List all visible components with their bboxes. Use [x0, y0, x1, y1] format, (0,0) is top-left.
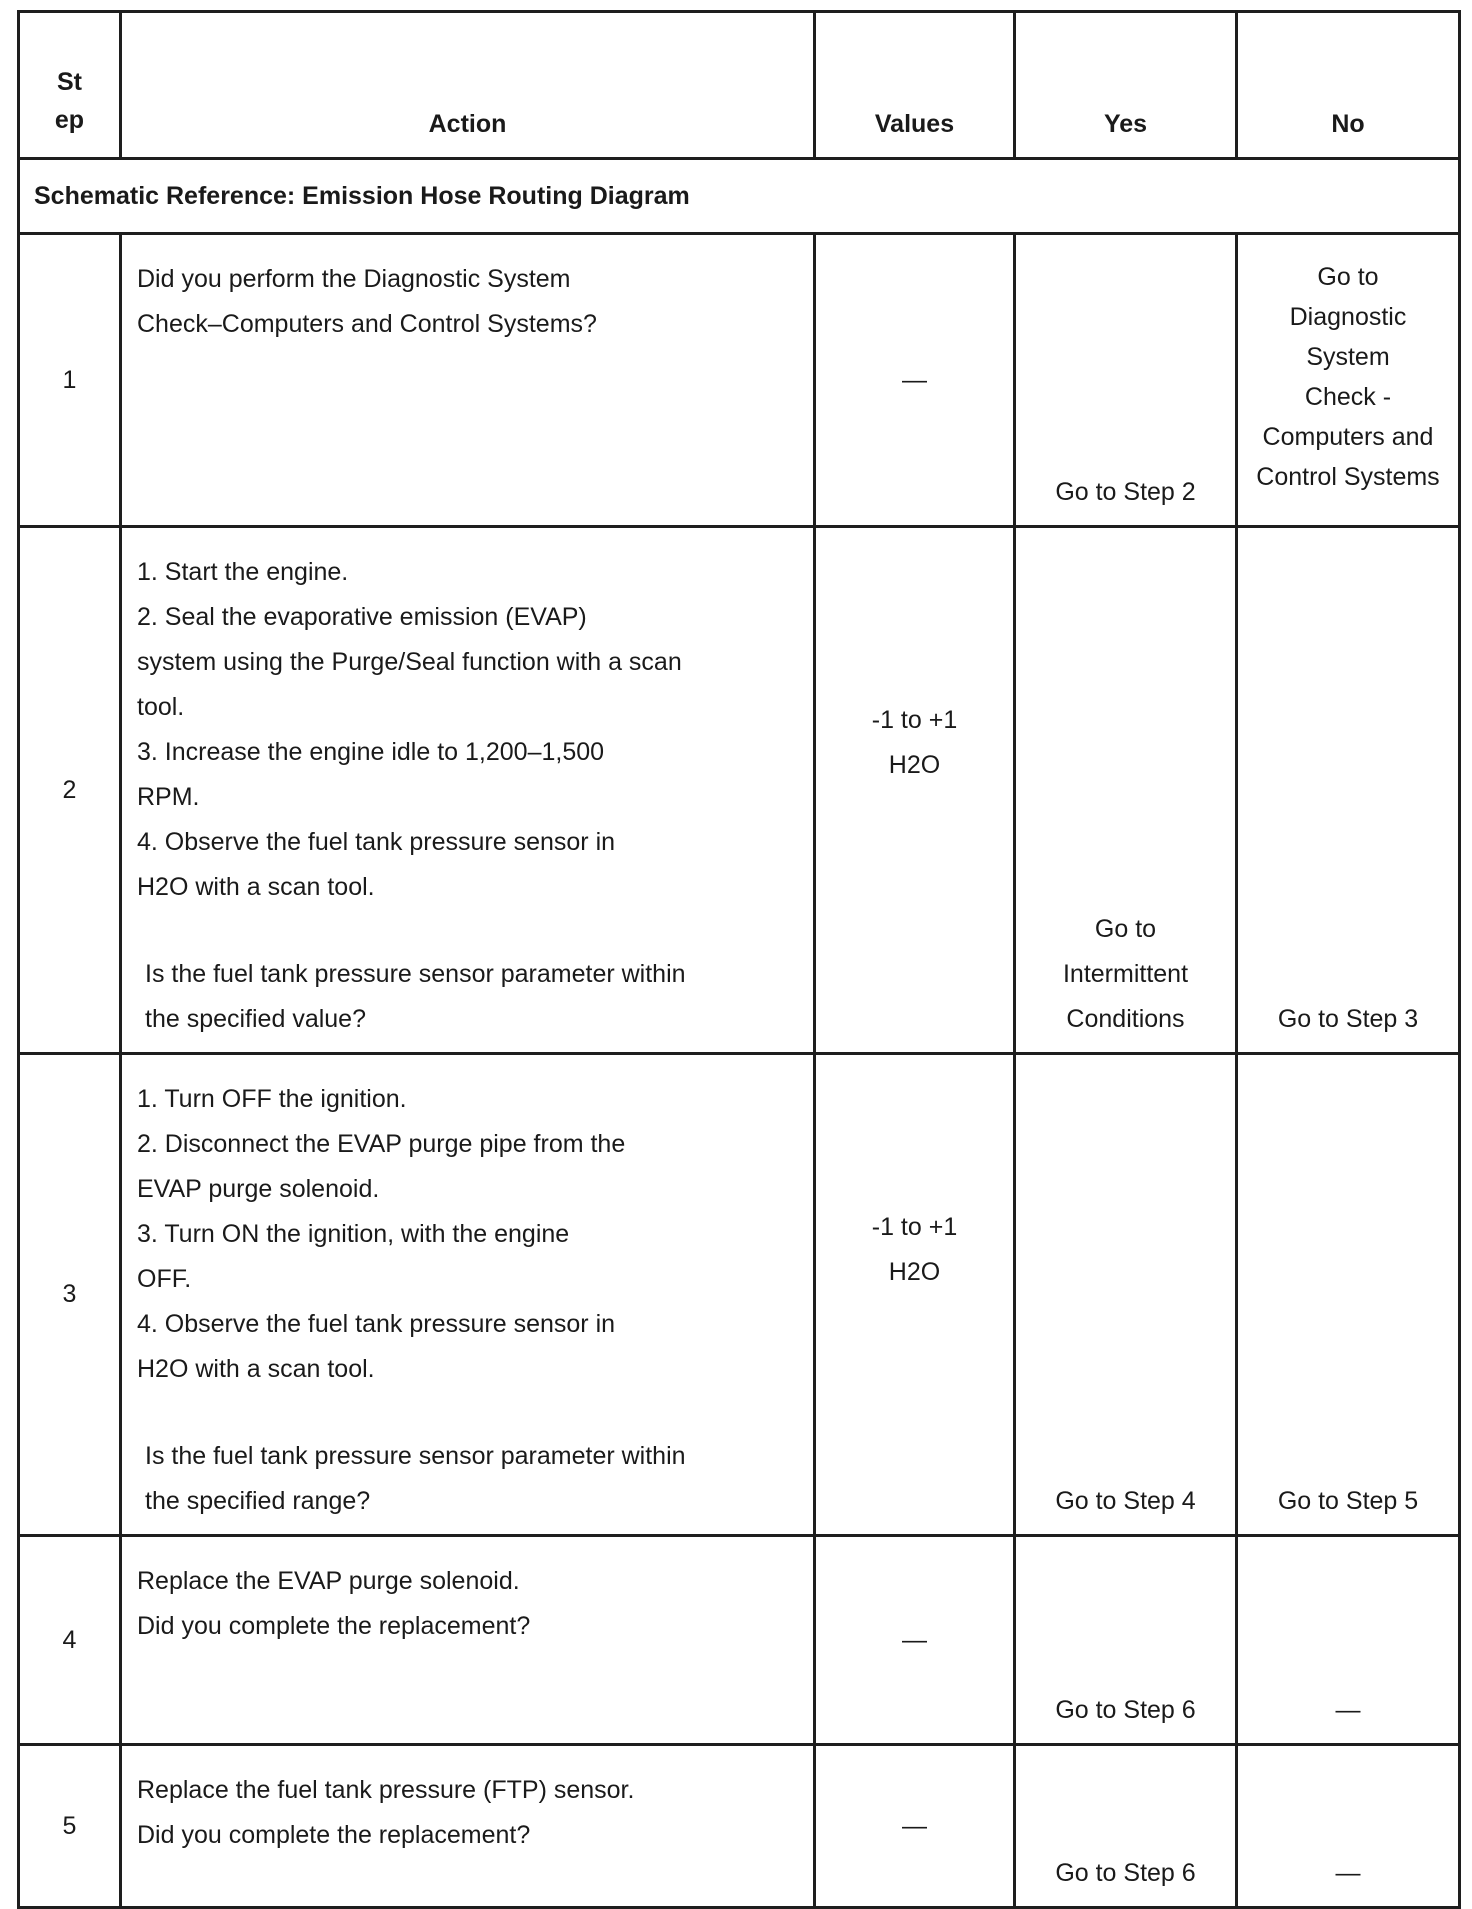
action-line: system using the Purge/Seal function with a scan — [137, 648, 682, 676]
action-line: OFF. — [137, 1265, 192, 1293]
action-question: Is the fuel tank pressure sensor parameter within the specified value? — [145, 960, 686, 1033]
action-line: 3. Turn ON the ignition, with the engine — [137, 1220, 570, 1248]
action-line: RPM. — [137, 783, 200, 811]
diagnostic-table — [17, 10, 1461, 1909]
action-line: Replace the fuel tank pressure (FTP) sensor. — [137, 1776, 635, 1804]
step-number: 4 — [19, 1536, 121, 1745]
action-line: H2O with a scan tool. — [137, 1355, 375, 1383]
action-line: 2. Seal the evaporative emission (EVAP) — [137, 603, 587, 631]
step-row — [19, 1536, 1460, 1745]
action-line: Replace the EVAP purge solenoid. — [137, 1567, 520, 1595]
diagnostic-table-page — [17, 10, 1458, 1896]
step-number: 3 — [19, 1054, 121, 1536]
action-line: 4. Observe the fuel tank pressure sensor in — [137, 1310, 616, 1338]
step-action — [121, 1536, 815, 1745]
action-line: 2. Disconnect the EVAP purge pipe from the — [137, 1130, 626, 1158]
action-line: Did you perform the Diagnostic System — [137, 265, 571, 293]
step-yes-action: Go to Intermittent Conditions — [1015, 527, 1237, 1054]
schematic-reference-row — [19, 159, 1460, 234]
step-number: 1 — [19, 234, 121, 527]
step-no-action: Go to Diagnostic System Check - Computers and Control Systems — [1237, 234, 1460, 527]
step-action — [121, 527, 815, 1054]
step-number: 2 — [19, 527, 121, 1054]
step-no-action: Go to Step 5 — [1237, 1054, 1460, 1536]
step-no-action: — — [1237, 1745, 1460, 1908]
step-values: — — [815, 1745, 1015, 1908]
step-row — [19, 1745, 1460, 1908]
step-no-action: — — [1237, 1536, 1460, 1745]
schematic-reference: Schematic Reference: Emission Hose Routing Diagram — [19, 159, 1460, 234]
step-values: — — [815, 1536, 1015, 1745]
action-line: Did you complete the replacement? — [137, 1821, 531, 1849]
step-yes-action: Go to Step 4 — [1015, 1054, 1237, 1536]
step-values: — — [815, 234, 1015, 527]
step-yes-action: Go to Step 6 — [1015, 1536, 1237, 1745]
action-question: Is the fuel tank pressure sensor parameter within the specified range? — [145, 1442, 686, 1515]
step-yes-action: Go to Step 6 — [1015, 1745, 1237, 1908]
step-no-action: Go to Step 3 — [1237, 527, 1460, 1054]
header-row — [19, 12, 1460, 159]
action-line: 4. Observe the fuel tank pressure sensor in — [137, 828, 616, 856]
step-action — [121, 234, 815, 527]
action-spacer — [137, 1392, 803, 1434]
action-line: 3. Increase the engine idle to 1,200–1,500 — [137, 738, 605, 766]
header-yes: Yes — [1015, 12, 1237, 159]
step-action — [121, 1054, 815, 1536]
step-row — [19, 234, 1460, 527]
action-line: Did you complete the replacement? — [137, 1612, 531, 1640]
step-values: -1 to +1 H2O — [815, 1054, 1015, 1536]
step-row — [19, 527, 1460, 1054]
action-line: 1. Turn OFF the ignition. — [137, 1085, 407, 1113]
action-spacer — [137, 910, 803, 952]
step-action — [121, 1745, 815, 1908]
action-line: Check–Computers and Control Systems? — [137, 310, 597, 338]
action-line: EVAP purge solenoid. — [137, 1175, 380, 1203]
step-yes-action: Go to Step 2 — [1015, 234, 1237, 527]
step-row — [19, 1054, 1460, 1536]
step-number: 5 — [19, 1745, 121, 1908]
action-line: 1. Start the engine. — [137, 558, 349, 586]
action-line: H2O with a scan tool. — [137, 873, 375, 901]
header-no: No — [1237, 12, 1460, 159]
action-line: tool. — [137, 693, 185, 721]
header-values: Values — [815, 12, 1015, 159]
header-action: Action — [121, 12, 815, 159]
step-values: -1 to +1 H2O — [815, 527, 1015, 1054]
header-step: St ep — [19, 12, 121, 159]
